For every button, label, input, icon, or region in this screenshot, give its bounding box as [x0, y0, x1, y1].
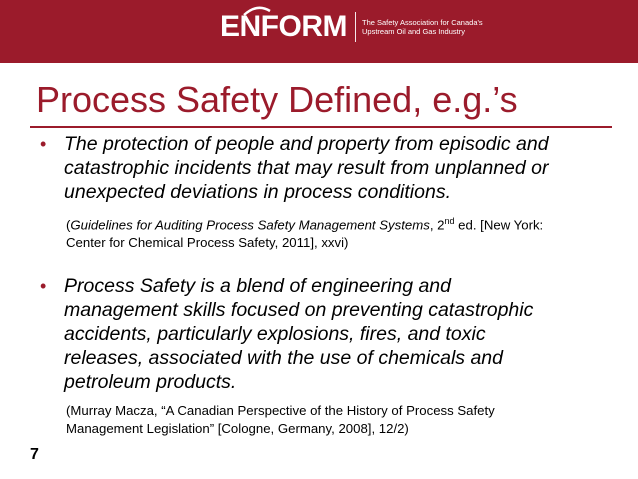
logo-wordmark [220, 12, 347, 42]
enform-logo [220, 12, 482, 42]
citation-1-line-1 [66, 212, 606, 234]
citation-1 [66, 212, 606, 252]
citation-1-edition: , 2 [429, 217, 445, 233]
citation-1-open: ( [66, 217, 71, 233]
bullet-2-line-2: management skills focused on preventing catastrophic [64, 299, 534, 321]
logo-swoosh-icon [242, 5, 272, 17]
bullet-2-line-5: petroleum products. [64, 371, 237, 393]
citation-1-edition-sup: nd [444, 216, 455, 226]
bullet-2-line-3: accidents, particularly explosions, fires, and toxic [64, 323, 486, 345]
bullet-1-line-2: catastrophic incidents that may result from unplanned or [64, 157, 549, 179]
slide-title: Process Safety Defined, e.g.’s [36, 79, 518, 120]
slide-header-bar [0, 0, 638, 63]
citation-1-book-title: Guidelines for Auditing Process Safety Management Systems [70, 217, 430, 233]
bullet-marker-1: • [40, 134, 47, 154]
page-number: 7 [30, 446, 39, 463]
bullet-text-1 [64, 132, 614, 204]
citation-1-line-2: Center for Chemical Process Safety, 2011], xxvi) [66, 235, 349, 251]
bullet-2-line-4: releases, associated with the use of chemicals and [64, 347, 503, 369]
bullet-1-line-3: unexpected deviations in process conditions. [64, 181, 451, 203]
logo-tagline-line2: Upstream Oil and Gas Industry [362, 27, 465, 36]
bullet-marker-2: • [40, 276, 47, 296]
title-underline [30, 126, 612, 128]
citation-2-line-2: Management Legislation” [Cologne, Germany, 2008], 12/2) [66, 421, 409, 436]
citation-2 [66, 402, 606, 438]
bullet-text-2 [64, 274, 614, 394]
citation-1-edition-rest: ed. [New York: [454, 217, 544, 233]
bullet-1-line-1: The protection of people and property from episodic and [64, 133, 549, 155]
logo-tagline-line1: The Safety Association for Canada's [362, 18, 483, 27]
logo-tagline [362, 18, 482, 36]
citation-2-line-1: (Murray Macza, “A Canadian Perspective of the History of Process Safety [66, 403, 495, 418]
logo-text: ENFORM [220, 10, 347, 43]
bullet-2-line-1: Process Safety is a blend of engineering and [64, 275, 452, 297]
logo-divider [355, 12, 356, 42]
